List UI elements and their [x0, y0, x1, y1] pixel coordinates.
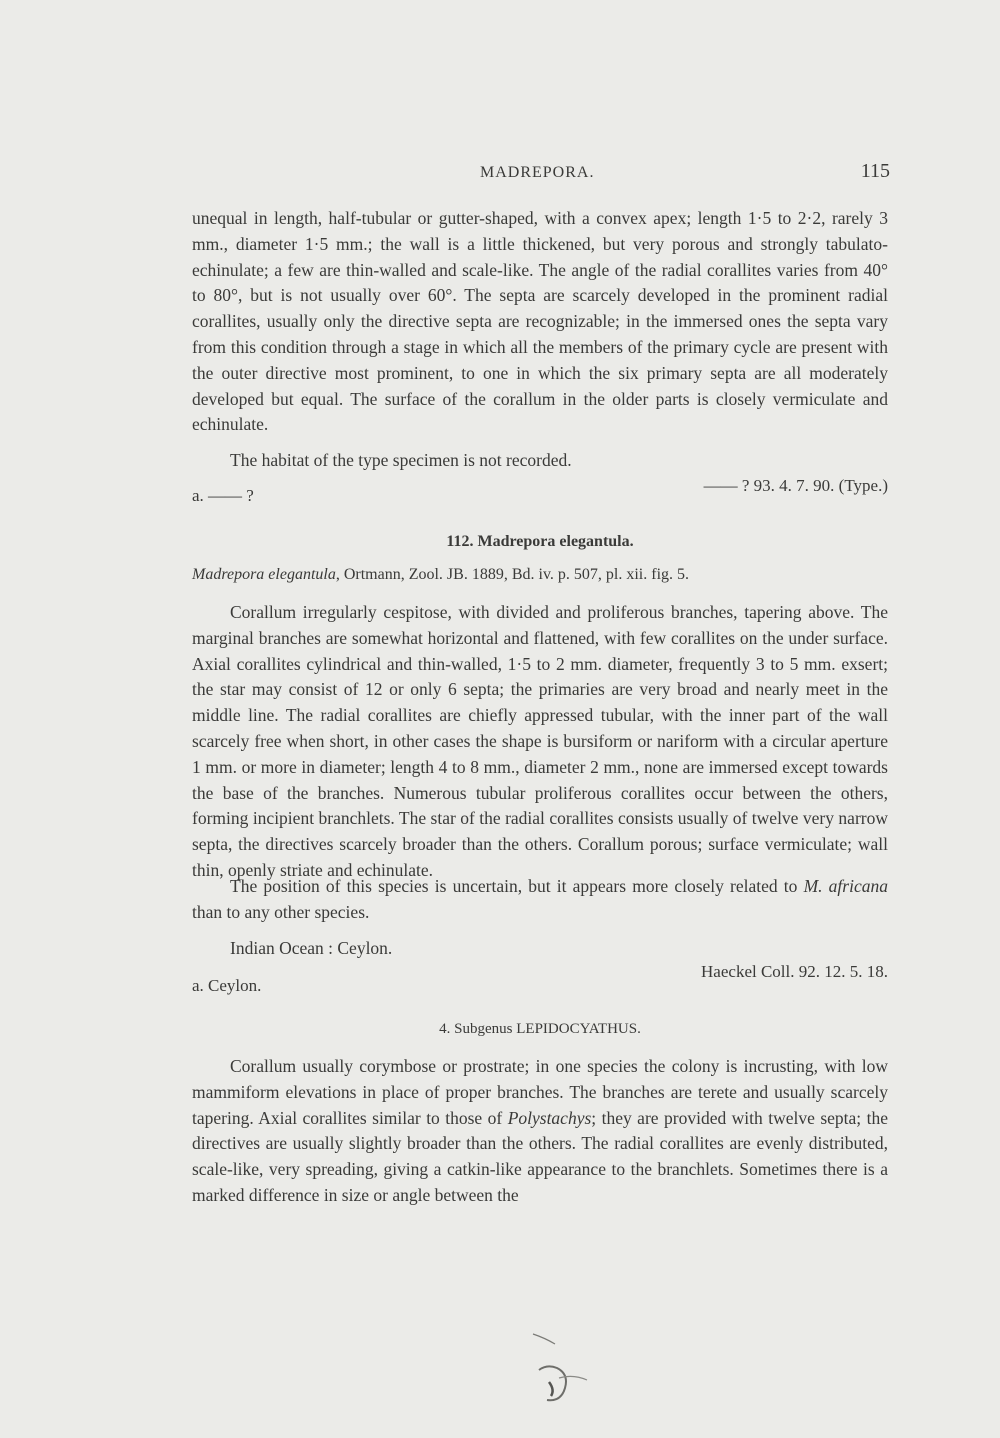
page-number: 115 [860, 160, 890, 182]
description-text: Corallum irregularly cespitose, with divided and proliferous branches, tapering above. The marginal branches are somewhat horizontal and flattened, with few corallites on the under surface. Axial corallites cylindrical and thin-walled, 1·5 to 2 mm. diameter, frequently 3 to 5 mm. exsert; the star may consist of 12 or only 6 septa; the primaries are very broad and nearly meet in the middle line. The radial corallites are chiefly appressed tubular, with the inner part of the wall scarcely free when short, in other cases the shape is bursiform or nariform with a circular aperture 1 mm. or more in diameter; length 4 to 8 mm., diameter 2 mm., none are immersed except towards the base of the branches. Numerous tubular proliferous corallites occur between the others, forming incipient branchlets. The star of the radial corallites consists usually of twelve very narrow septa, the directives scarcely broader than the others. Corallum porous; surface vermiculate; wall thin, openly striate and echinulate. [192, 602, 888, 880]
position-text [192, 874, 888, 926]
position-text-start: The position of this species is uncertain, but it appears more closely related to [230, 876, 804, 896]
paragraph-text: unequal in length, half-tubular or gutter-shaped, with a convex apex; length 1·5 to 2·2, rarely 3 mm., diameter 1·5 mm.; the wall is a little thickened, but very porous and strongly tabulato-echinulate; a few are thin-walled and scale-like. The angle of the radial corallites varies from 40° to 80°, but is not usually over 60°. The septa are scarcely developed in the prominent radial corallites, usually only the directive septa are recognizable; in the immersed ones the septa vary from this condition through a stage in which all the members of the primary cycle are present with the outer directive most prominent, to one in which the six primary septa are all moderately developed but equal. The surface of the corallum in the older parts is closely vermiculate and echinulate. [192, 208, 888, 435]
species-reference [192, 566, 888, 584]
page-header [190, 160, 890, 190]
habitat-text: The habitat of the type specimen is not recorded. [230, 450, 572, 470]
specimen-label: a. Ceylon. [192, 976, 262, 995]
specimen-register: —— ? 93. 4. 7. 90. (Type.) [703, 476, 888, 495]
specimen-label: a. —— ? [192, 486, 254, 505]
habitat-note [192, 448, 888, 474]
subgenus-text-end: ; they are provided with twelve septa; the directives are usually slightly broader than the others. The radial corallites are evenly distributed, scale-like, very spreading, giving a catkin-like appearance to the branchlets. Sometimes there is a marked difference in size or angle between the [192, 1107, 888, 1205]
reference-species-name: Madrepora elegantula [192, 566, 336, 583]
subgenus-text-start: Corallum usually corymbose or prostrate; in one species the colony is incrusting, with low mammiform elevations in place of proper branches. The branches are terete and usually scarcely tapering. Axial corallites similar to those of [192, 1056, 888, 1128]
paragraph-continued-description [192, 206, 888, 438]
subgenus-text [192, 1054, 888, 1209]
species-description [192, 600, 888, 884]
genus-name-italic: Polystachys [507, 1107, 592, 1128]
position-note [192, 874, 888, 926]
subgenus-heading: 4. Subgenus LEPIDOCYATHUS. [439, 1021, 641, 1037]
reference-citation: , Ortmann, Zool. JB. 1889, Bd. iv. p. 507, pl. xii. fig. 5. [335, 566, 690, 583]
running-title: MADREPORA. [480, 164, 595, 181]
subgenus-description [192, 1054, 888, 1209]
species-heading: 112. Madrepora elegantula. [446, 533, 634, 550]
locality-line [192, 936, 888, 962]
paper-blemish-mark [525, 1330, 605, 1420]
locality-text: Indian Ocean : Ceylon. [230, 938, 393, 958]
specimen-register: Haeckel Coll. 92. 12. 5. 18. [701, 962, 888, 981]
species-name-italic: M. africana [803, 876, 888, 896]
position-text-end: than to any other species. [192, 901, 370, 922]
